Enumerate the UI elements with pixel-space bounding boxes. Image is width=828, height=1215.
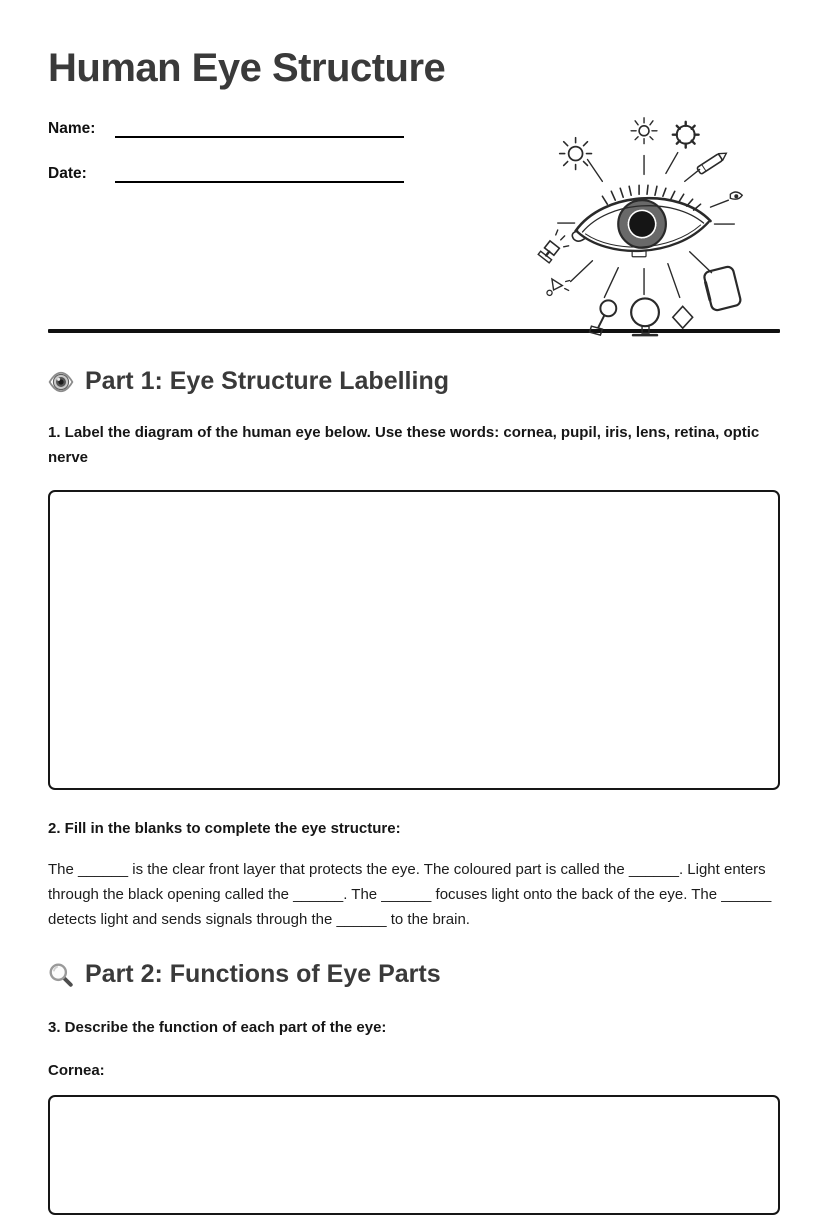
date-input-line[interactable] [115, 163, 404, 183]
worksheet-page [0, 46, 828, 1164]
gear-sun-icon [673, 122, 699, 148]
eye-doodle-svg [520, 102, 778, 350]
pin-icon [589, 300, 616, 335]
dropper-icon [546, 279, 569, 299]
fill-in-blanks-paragraph: The ______ is the clear front layer that protects the eye. The coloured part is called the ______. Light enters through the black opening called the ______. The ______ focuses light onto the back of the eye. The ______ detects light and sends signals through the ______ to the brain. [48, 861, 772, 928]
cornea-term-label: Cornea: [48, 1062, 105, 1079]
eye-doodle-illustration [520, 102, 778, 350]
page-title: Human Eye Structure [48, 46, 446, 90]
question-1-text: 1. Label the diagram of the human eye below. Use these words: cornea, pupil, iris, lens, retina, optic nerve [48, 424, 760, 466]
date-label: Date: [48, 165, 87, 182]
magnifying-glass-icon [48, 962, 74, 988]
name-label: Name: [48, 120, 96, 137]
sphere-stand-icon [631, 298, 659, 335]
central-eye [572, 185, 710, 256]
name-input-line[interactable] [115, 118, 404, 138]
card-icon [703, 266, 741, 312]
labelling-answer-box[interactable] [48, 490, 780, 790]
part2-heading-label: Part 2: Functions of Eye Parts [85, 960, 441, 988]
part1-heading-label: Part 1: Eye Structure Labelling [85, 367, 449, 395]
question-2-text: 2. Fill in the blanks to complete the eye structure: [48, 820, 401, 837]
diamond-icon [673, 306, 693, 328]
tiny-eye-icon [730, 192, 742, 199]
part1-heading [48, 367, 780, 396]
sparkle-icon [631, 118, 657, 144]
sun-sparkle-icon [560, 138, 592, 170]
pencil-icon [697, 150, 729, 174]
question-3-text: 3. Describe the function of each part of the eye: [48, 1019, 387, 1036]
part2-heading [48, 960, 780, 989]
cornea-answer-box[interactable] [48, 1095, 780, 1215]
eye-icon [48, 369, 74, 395]
stamp-icon [538, 230, 568, 263]
